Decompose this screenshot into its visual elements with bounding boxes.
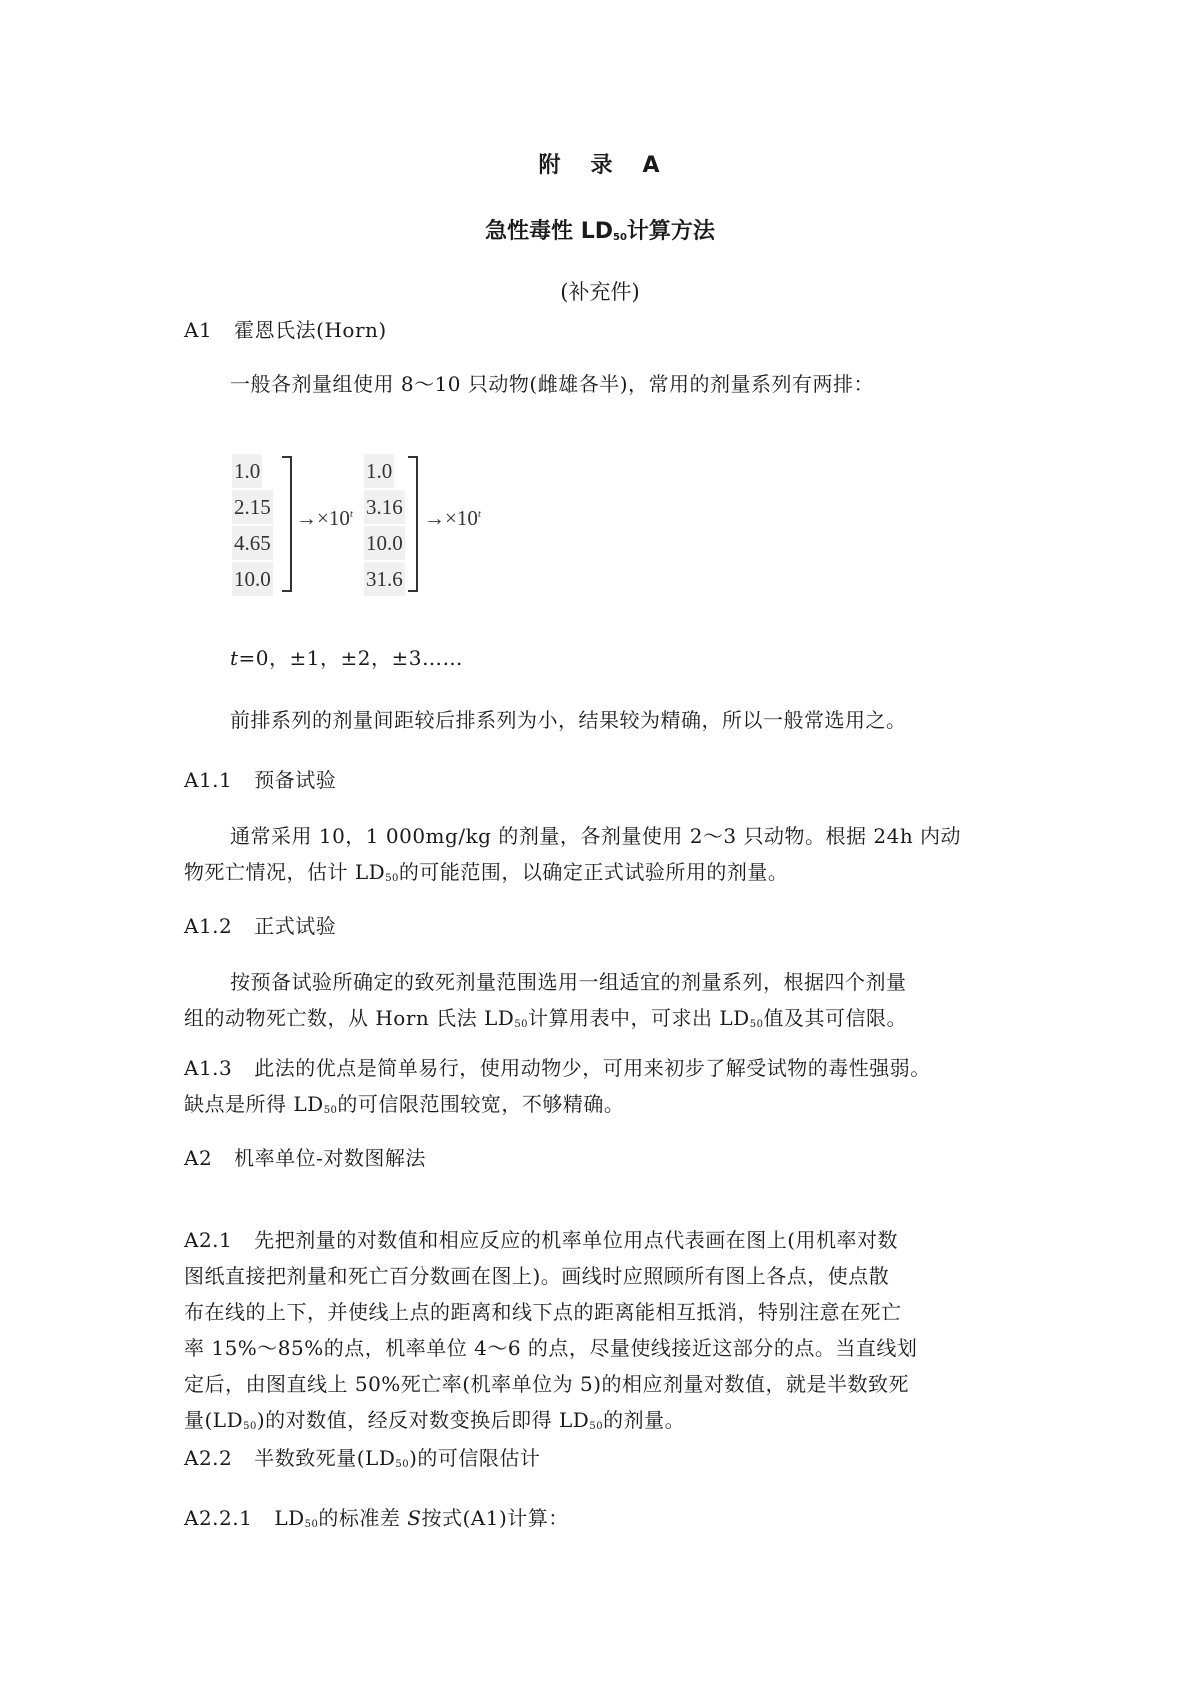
paragraph-line — [184, 1000, 1034, 1043]
a1-note-paragraph: 前排系列的剂量间距较后排系列为小，结果较为精确，所以一般常选用之。 — [230, 708, 907, 732]
dose-value: 2.15 — [232, 490, 273, 524]
section-a2-2-1 — [184, 1500, 1034, 1543]
dose-value: 4.65 — [232, 526, 273, 560]
document-subtitle: (补充件) — [560, 280, 640, 304]
dose-series-1 — [232, 454, 273, 598]
section-number: A1 — [184, 318, 213, 342]
exponent: t — [349, 508, 353, 520]
subscript: 50 — [749, 1019, 764, 1030]
section-a1-1-heading — [184, 762, 1034, 798]
variable-s: S — [407, 1506, 422, 1530]
section-number: A1.3 — [184, 1056, 233, 1080]
exponent: t — [477, 508, 481, 520]
appendix-letter: A — [642, 153, 662, 178]
variable-t: t — [230, 646, 239, 670]
subscript: 50 — [243, 1421, 257, 1432]
text-span: LD — [274, 1506, 305, 1530]
paragraph-line: 定后，由图直线上 50%死亡率(机率单位为 5)的相应剂量对数值，就是半数致死 — [184, 1372, 909, 1396]
document-title — [0, 214, 1200, 245]
right-bracket — [282, 456, 292, 592]
section-a1-2-heading — [184, 908, 1034, 944]
text-span: 量(LD — [184, 1408, 244, 1432]
text-span: 值及其可信限。 — [763, 1006, 907, 1030]
section-number: A2.2 — [184, 1446, 233, 1470]
subscript: 50 — [395, 1459, 410, 1470]
subscript: 50 — [514, 1019, 529, 1030]
paragraph-line: 布在线的上下，并使线上点的距离和线下点的距离能相互抵消，特别注意在死亡 — [184, 1300, 902, 1324]
section-a2-2-heading — [184, 1440, 1034, 1483]
section-title: 正式试验 — [254, 914, 337, 938]
text-span: 缺点是所得 LD — [184, 1092, 324, 1116]
dose-value: 10.0 — [232, 562, 273, 596]
text-span: )的对数值，经反对数变换后即得 LD — [256, 1408, 590, 1432]
dose-series-formula — [232, 454, 502, 594]
paragraph-line — [184, 854, 1034, 897]
a1-3-paragraph — [184, 1050, 1034, 1129]
right-bracket — [408, 456, 418, 592]
paragraph-line — [184, 1222, 1034, 1258]
text-span: 按式(A1)计算： — [421, 1506, 569, 1530]
paragraph-line: 通常采用 10，1 000mg/kg 的剂量，各剂量使用 2～3 只动物。根据 24h 内动 — [230, 824, 962, 848]
section-number: A2 — [184, 1146, 213, 1170]
multiplier-2 — [424, 506, 481, 531]
section-number: A2.1 — [184, 1228, 233, 1252]
section-number: A1.2 — [184, 914, 233, 938]
appendix-heading — [0, 148, 1200, 179]
paragraph-line: 按预备试验所确定的致死剂量范围选用一组适宜的剂量系列，根据四个剂量 — [230, 970, 907, 994]
text-span: 的可信限范围较宽，不够精确。 — [337, 1092, 625, 1116]
dose-value: 1.0 — [364, 454, 394, 488]
paragraph-line: 图纸直接把剂量和死亡百分数画在图上)。画线时应照顾所有图上各点，使点散 — [184, 1264, 890, 1288]
text-span: 物死亡情况，估计 LD — [184, 860, 386, 884]
text-span: 先把剂量的对数值和相应反应的机率单位用点代表画在图上(用机率对数 — [254, 1228, 899, 1252]
multiplier-text: →×10 — [424, 506, 478, 530]
text-span: 半数致死量(LD — [254, 1446, 396, 1470]
paragraph-line — [184, 1086, 1034, 1129]
section-a1-heading — [184, 312, 1034, 348]
paragraph-line: 率 15%～85%的点，机率单位 4～6 的点，尽量使线接近这部分的点。当直线划 — [184, 1336, 918, 1360]
paragraph-line — [184, 1402, 1034, 1445]
subscript: 50 — [589, 1421, 604, 1432]
appendix-char-2: 录 — [590, 153, 615, 178]
text-span: 的可能范围，以确定正式试验所用的剂量。 — [398, 860, 789, 884]
a2-1-paragraph — [184, 1222, 1034, 1445]
t-values-text: =0，±1，±2，±3…… — [238, 646, 463, 670]
subscript: 50 — [304, 1519, 319, 1530]
appendix-char-1: 附 — [538, 153, 563, 178]
dose-value: 10.0 — [364, 526, 405, 560]
subscript: 50 — [385, 873, 399, 884]
text-span: 组的动物死亡数，从 Horn 氏法 LD — [184, 1006, 515, 1030]
title-subscript: 50 — [613, 232, 627, 243]
section-number: A1.1 — [184, 768, 233, 792]
section-title: 霍恩氏法(Horn) — [234, 318, 387, 342]
text-span: 计算用表中，可求出 LD — [528, 1006, 750, 1030]
title-suffix: 计算方法 — [626, 219, 715, 244]
a1-2-paragraph — [184, 964, 1034, 1043]
dose-series-2 — [364, 454, 405, 598]
text-span: 的剂量。 — [603, 1408, 686, 1432]
t-values — [230, 640, 1080, 676]
dose-value: 3.16 — [364, 490, 405, 524]
section-title: 预备试验 — [254, 768, 337, 792]
title-prefix: 急性毒性 LD — [485, 219, 613, 244]
text-span: 此法的优点是简单易行，使用动物少，可用来初步了解受试物的毒性强弱。 — [254, 1056, 931, 1080]
text-span: 的标准差 — [318, 1506, 408, 1530]
section-title: 机率单位-对数图解法 — [234, 1146, 426, 1170]
dose-value: 1.0 — [232, 454, 262, 488]
multiplier-1 — [296, 506, 353, 531]
multiplier-text: →×10 — [296, 506, 350, 530]
dose-value: 31.6 — [364, 562, 405, 596]
text-span: )的可信限估计 — [409, 1446, 541, 1470]
a1-intro-paragraph: 一般各剂量组使用 8～10 只动物(雌雄各半)，常用的剂量系列有两排： — [230, 372, 874, 396]
a1-1-paragraph — [184, 818, 1034, 897]
paragraph-line — [184, 1050, 1034, 1086]
section-a2-heading — [184, 1140, 1034, 1176]
section-number: A2.2.1 — [184, 1506, 253, 1530]
subscript: 50 — [323, 1105, 338, 1116]
